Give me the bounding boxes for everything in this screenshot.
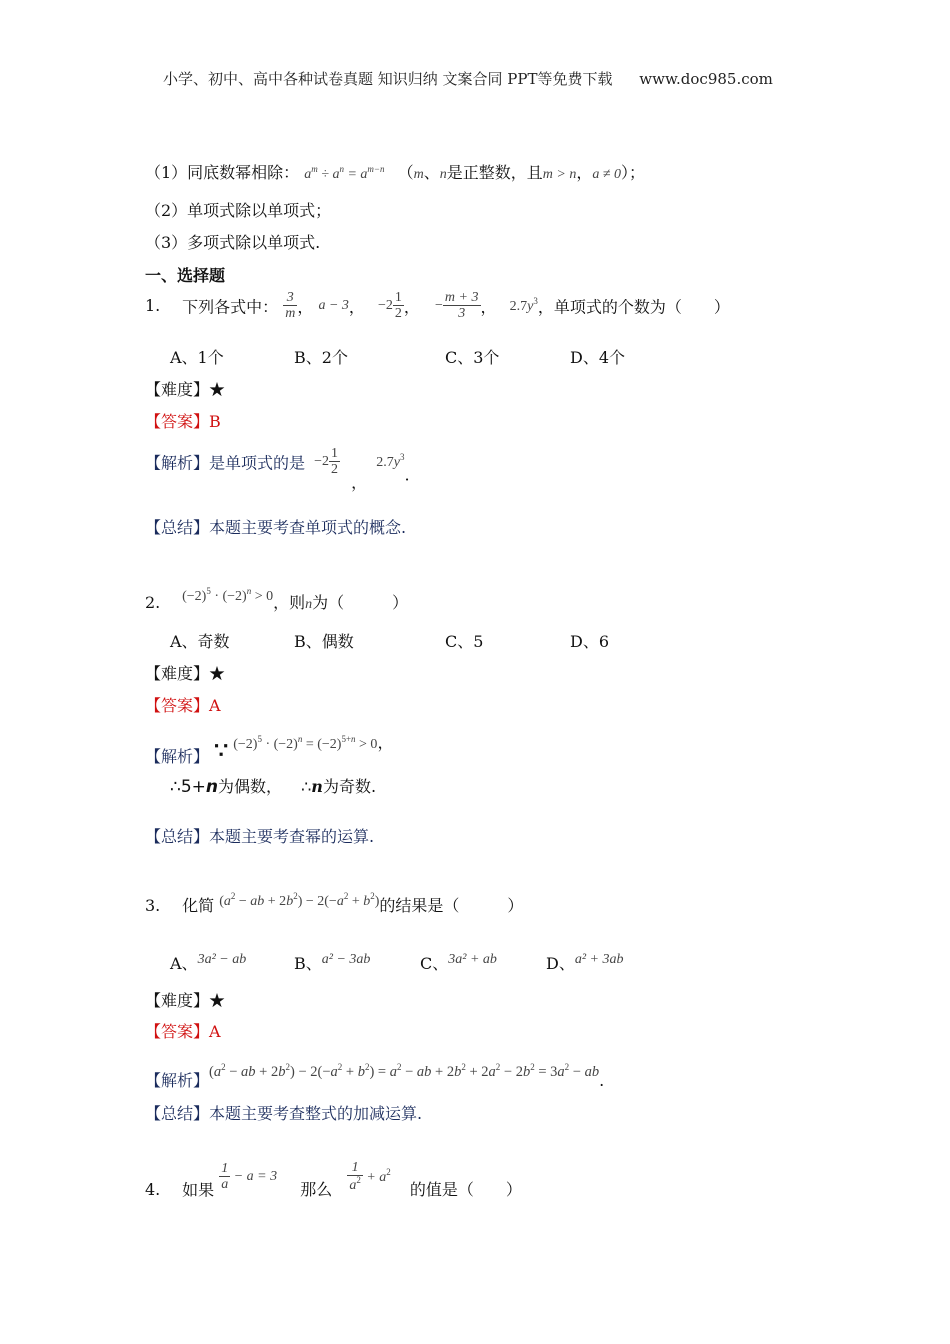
q2-expression: $(-2)^5 \cdot (-2)^n > 0$ [182,586,274,604]
q3-summary: 【总结】本题主要考查整式的加减运算. [145,1104,423,1123]
rule-1: （1）同底数幂相除： $a^m \div a^n = a^{m-n}$ （m、n是正整数，且m > n，a ≠ 0）； [145,163,646,182]
q3-difficulty: 【难度】★ [145,991,226,1010]
q3-answer: 【答案】A [145,1022,221,1041]
q3-option-c[interactable]: C、3a² + ab [420,952,497,973]
page-header [163,68,773,89]
q2-option-b[interactable]: B、偶数 [294,632,354,651]
star-icon: ★ [209,664,226,683]
q1-option-b[interactable]: B、2个 [294,348,348,367]
q3-option-b[interactable]: B、a² − 3ab [294,952,371,973]
q2-summary: 【总结】本题主要考查幂的运算. [145,827,375,846]
q3-option-d[interactable]: D、a² + 3ab [546,952,624,973]
q2-analysis-line2: ∴5+n为偶数， ∴n为奇数. [170,777,377,797]
q3-stem: 3. 化简 ($a^2$ − ab + $2b^2) - 2(-a^2 + b^2)$的结果是（ ） [145,891,524,915]
rule-1-formula: $a^m \div a^n = a^{m-n}$ [304,164,385,182]
q3-analysis-expression: ($a^2$ − ab + $2b^2) - 2(-a^2 + b^2) = a^2$ − ab + $2b^2 + 2a^2 - 2b^2 = 3a^2$ − ab [209,1062,600,1080]
q3-analysis: 【解析】($a^2$ − ab + $2b^2) - 2(-a^2 + b^2) = a^2$ − ab + $2b^2 + 2a^2 - 2b^2 = 3a^2$ − ab. [145,1062,605,1090]
q1-analysis: 【解析】是单项式的是 −2 $\frac{1}{2}$ ， $2.7y^3$. [145,446,410,493]
rule-2: （2）单项式除以单项式； [145,201,332,220]
star-icon: ★ [209,380,226,399]
section-title: 一、选择题 [145,266,226,285]
rule-1-prefix: （1）同底数幂相除： [145,163,300,182]
q4-stem: 4. 如果 $\frac{1}{a}$ − a = 3 那么 $\frac{1}{a^2}$ + $a^2$ 的值是（ ） [145,1160,522,1200]
q2-stem: 2. $(-2)^5 \cdot (-2)^n > 0$，则n为（ ） [145,586,409,612]
q2-analysis: 【解析】 ∵ $(-2)^5 \cdot (-2)^n = (-2)^{5+n} > 0$， [145,733,394,766]
header-text: 小学、初中、高中各种试卷真题 知识归纳 文案合同 PPT等免费下载 [163,70,613,88]
q2-option-d[interactable]: D、6 [570,632,610,651]
q2-difficulty: 【难度】★ [145,664,226,683]
star-icon: ★ [209,991,226,1010]
q2-answer: 【答案】A [145,696,221,715]
q3-expression: ($a^2$ − ab + $2b^2) - 2(-a^2 + b^2)$ [219,891,380,909]
q1-stem: 1. 下列各式中： $\frac{3}{m}$ ， a − 3， −2 $\frac{1}{2}$ ， − $\frac{m + 3}{3}$ ， $2.7y^3$，单项式的个数为（ ） [145,290,730,322]
q1-frac-3-m: $\frac{3}{m}$ [285,290,296,322]
header-site: www.doc985.com [639,70,773,88]
q1-option-c[interactable]: C、3个 [445,348,500,367]
q1-summary: 【总结】本题主要考查单项式的概念. [145,518,407,537]
q2-option-a[interactable]: A、奇数 [170,632,230,651]
q1-option-a[interactable]: A、1个 [170,348,224,367]
q3-option-a[interactable]: A、3a² − ab [170,952,247,973]
because-symbol: ∵ [214,738,229,764]
q2-option-c[interactable]: C、5 [445,632,484,651]
q1-difficulty: 【难度】★ [145,380,226,399]
q1-answer: 【答案】B [145,412,221,431]
rule-3: （3）多项式除以单项式. [145,233,321,252]
q1-option-d[interactable]: D、4个 [570,348,626,367]
